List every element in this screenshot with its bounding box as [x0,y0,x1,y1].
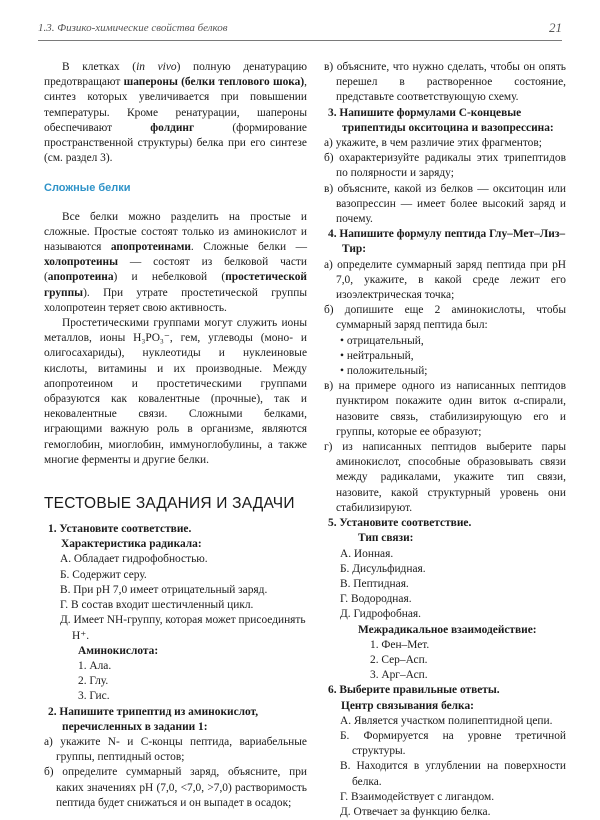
task-4-item-d: г) из написанных пептидов выберите пары аминокислот, способные образовывать связи между радикалами, укажите тип связи, назовите, какой структурный уровень они стабилизируют. [324,441,566,514]
task-5-pair: 2. Сер–Асп. [370,653,428,666]
task-5-option: В. Пептидная. [340,577,409,590]
task-2-title: 2. Напишите трипептид из аминокислот, перечисленных в задании 1: [48,705,259,733]
task-4-title: 4. Напишите формулу пептида Глу–Мет–Лиз–Тир: [328,228,566,256]
task-4-bullet: • положительный; [340,365,428,378]
prosthetic-groups-paragraph: Простетическими группами могут служить ионы металлов, ионы H₃PO₃⁻, гем, углеводы (моно- и олигосахариды), нуклеотиды и нуклеиновые кислоты, витамины и их производные. Между апопротеином и простетическими группами образуются как ковалентные (прочные), так и нековалентные связи. Сложными белками, играющими важную роль в организме, являются гемоглобин, миоглобин, иммуноглобулины, а также многие ферменты и другие белки. [44,317,307,466]
task-4-bullet: • нейтральный, [340,349,414,362]
task-6-option: А. Является участком полипептидной цепи. [340,714,553,727]
task-5-option: Г. Водородная. [340,593,412,606]
task-1-option: А. Обладает гидрофобностью. [60,553,208,566]
task-3-title: 3. Напишите формулами C-концевые трипептиды окситоцина и вазопрессина: [328,106,554,134]
task-1-subheading: Характеристика радикала: [61,538,202,551]
task-6-option: Б. Формируется на уровне третичной структуры. [340,729,566,758]
task-1-title: 1. Установите соответствие. [48,523,192,536]
task-3-item-c: в) объясните, какой из белков — окситоцин или вазопрессин — имеет более высокий заряд и почему. [324,182,566,226]
running-header [38,18,562,41]
chaperone-paragraph: В клетках (in vivo) полную денатурацию предотвращают шапероны (белки теплового шока), синтез которых увеличивается при повышении температуры. Кроме ренатурации, шапероны обеспечивают фолдинг (формирование пространственной структуры) белка при его синтезе (см. раздел 3). [44,61,308,165]
task-1-option: Д. Имеет NH-группу, которая может присоединять H⁺. [60,614,306,642]
task-5-pair: 1. Фен–Мет. [370,638,430,651]
task-2-item-c: в) объясните, что нужно сделать, чтобы он опять перешел в растворенное состояние, представьте соответствующую схему. [324,61,566,104]
task-4-bullet: • отрицательный, [340,334,424,347]
task-3-item-b: б) охарактеризуйте радикалы этих трипептидов по полярности и заряду; [324,152,566,180]
task-6-option: Д. Отвечает за функцию белка. [340,805,491,818]
complex-proteins-paragraph: Все белки можно разделить на простые и сложные. Простые состоят только из аминокислот и называются апопротеинами. Сложные белки — холопротеины — состоят из белковой части (апопротеина) и небелковой (простетической группы). При утрате простетической группы холопротеин теряет свою активность. [44,210,307,314]
task-6-option: Г. Взаимодействует с лигандом. [340,790,495,803]
task-1-amino-acid: 2. Глу. [78,675,109,688]
task-1-amino-acid: 3. Гис. [78,690,110,703]
task-2-item-b: б) определите суммарный заряд, объясните, при каких значениях pH (7,0, <7,0, >7,0) растворимость пептида будет снижаться и он выпадет в осадок; [44,766,307,809]
task-6-title: 6. Выберите правильные ответы. [328,684,500,697]
task-1-option: Г. В состав входит шестичленный цикл. [60,599,254,612]
task-1-option: Б. Содержит серу. [60,568,147,581]
task-5-option: А. Ионная. [340,547,394,560]
task-4-item-b: б) допишите еще 2 аминокислоты, чтобы суммарный заряд пептида был: [324,304,566,332]
task-4-item-c: в) на примере одного из написанных пептидов пунктиром покажите один виток α-спирали, назовите связь, стабилизирующую его и группы, которые ее образуют; [324,380,566,438]
page-number: 21 [549,20,562,35]
task-6-option: В. Находится в углублении на поверхности белка. [340,760,566,788]
left-column [44,60,307,811]
subsection-heading: Сложные белки [44,182,131,195]
task-1-option: В. При pH 7,0 имеет отрицательный заряд. [60,583,268,596]
task-5-subheading: Тип связи: [358,532,414,545]
task-4-item-a: а) определите суммарный заряд пептида при pH 7,0, укажите, в какой среде лежит его изоэлектрическая точка; [324,258,566,302]
task-5-title: 5. Установите соответствие. [328,517,472,530]
task-5-subheading-2: Межрадикальное взаимодействие: [358,623,537,636]
task-3-item-a: а) укажите, в чем различие этих фрагментов; [324,137,542,150]
task-5-pair: 3. Арг–Асп. [370,669,428,682]
task-1-subheading-2: Аминокислота: [78,644,159,657]
task-5-option: Д. Гидрофобная. [340,608,422,621]
right-column [324,60,566,820]
task-1-amino-acid: 1. Ала. [78,659,112,672]
task-5-option: Б. Дисульфидная. [340,562,426,575]
task-2-item-a: а) укажите N- и C-концы пептида, вариабельные группы, пептидный остов; [44,735,307,764]
running-title: 1.3. Физико-химические свойства белков [38,22,228,34]
section-heading: ТЕСТОВЫЕ ЗАДАНИЯ И ЗАДАЧИ [44,495,295,513]
task-6-subheading: Центр связывания белка: [341,699,474,712]
